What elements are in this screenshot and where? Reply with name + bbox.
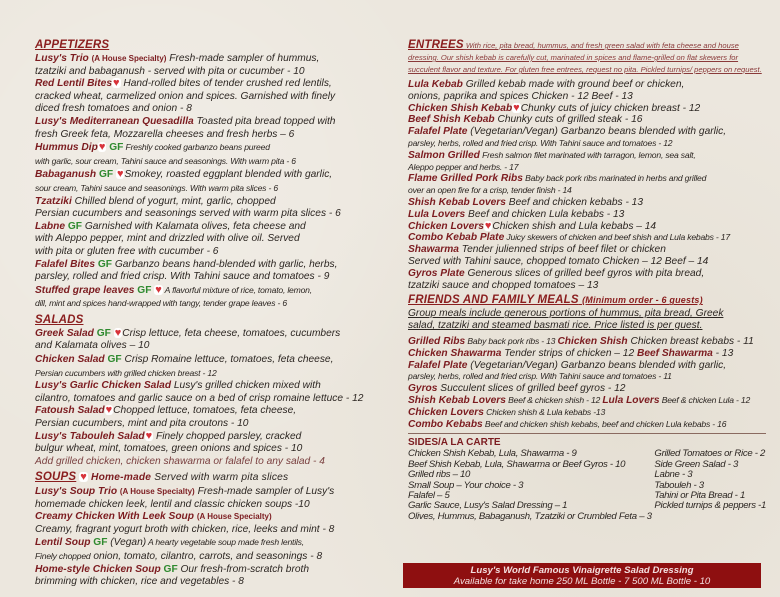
item-description: Crisp Romaine lettuce, tomatoes, feta cheese, [121, 354, 334, 366]
heart-icon: ♥ [112, 77, 120, 90]
side-item: Pickled turnips & peppers -1 [654, 500, 766, 512]
menu-item [408, 126, 766, 150]
item-name: Falafel Plate [408, 359, 468, 371]
item-name: Grilled Ribs [408, 335, 466, 347]
menu-item [408, 79, 766, 103]
side-item: Olives, Hummus, Babaganush, Tzatziki or Crumbled Feta – 3 [408, 510, 652, 522]
item-description: parsley, herbs, rolled and fried crisp. With Tahini sauce and tomatoes - 12 [408, 137, 673, 148]
menu-item [35, 353, 403, 380]
menu-item [408, 383, 766, 395]
section-heading-appetizers [35, 38, 403, 52]
item-name: Lusy's Trio [35, 53, 92, 64]
item-description: Creamy, fragrant yogurt broth with chicken, rice, leeks and mint - 8 [35, 523, 335, 535]
item-description: Our fresh-from-scratch broth brimming with chicken, rice and vegetables - 8 [35, 563, 310, 588]
item-description: (Vegetarian/Vegan) Garbanzo beans blended with garlic, [467, 126, 727, 138]
item-name: Babaganush [35, 169, 97, 181]
banner-title: Lusy's World Famous Vinaigrette Salad Dressing [470, 565, 694, 576]
item-description: Hand-rolled bites of tender crushed red lentils, cracked wheat, carmelized onion and spices. Garnished with finely diced fresh tomatoes and onion - 8 [35, 78, 336, 115]
gf-badge: GF [104, 354, 122, 366]
item-description: Chunky cuts of juicy chicken breast - 12 [520, 102, 701, 114]
section-subtitle [76, 472, 288, 483]
item-description: Garnished with Kalamata olives, feta cheese and with Aleppo pepper, mint and drizzled with olive oil. Served with pita or gluten free with cucumber - 6 [35, 220, 306, 257]
menu-item [35, 259, 403, 284]
item-name: Lentil Soup [35, 537, 91, 549]
item-name: Greek Salad [35, 327, 94, 339]
heart-icon: ♥ [114, 326, 122, 339]
section-heading-salads [35, 313, 403, 327]
heart-icon: ♥ [145, 429, 153, 442]
section-heading-entrees: ENTREES [408, 39, 464, 51]
family-minimum-note: (Minimum order - 6 guests) [582, 295, 703, 306]
gf-badge: GF [65, 220, 82, 232]
section-heading-sides: SIDES/A LA CARTE [408, 437, 501, 449]
menu-item [408, 150, 766, 174]
item-name: Shawarma [408, 244, 459, 256]
addon-note: Add grilled chicken, chicken shawarma or falafel to any salad - 4 [35, 455, 325, 467]
item-name: Fatoush Salad [35, 405, 105, 417]
item-description: Baby back pork ribs - 13 [465, 335, 558, 346]
heart-icon: ♥ [155, 283, 162, 296]
item-name: Salmon Grilled [408, 149, 480, 161]
item-name: Red Lentil Bites [35, 78, 112, 90]
heart-icon: ♥ [484, 219, 492, 232]
item-description: A flavorful mixture of rice, tomato, lemon, dill, mint and spices hand-wrapped with tangy, tender grape leaves - 6 [35, 284, 312, 309]
item-name: Lusy's Tabouleh Salad [35, 430, 145, 442]
section-title: APPETIZERS [35, 39, 110, 51]
item-description: Crisp lettuce, feta cheese, tomatoes, cucumbers and Kalamata olives – 10 [35, 327, 341, 352]
menu-item [35, 53, 403, 78]
gf-badge: GF [93, 327, 114, 339]
item-description: Succulent slices of grilled beef gyros - 12 [437, 383, 626, 395]
item-name: Lula Lovers [408, 208, 466, 220]
heart-icon: ♥ [98, 141, 106, 154]
menu-item [408, 268, 766, 292]
item-description: Chunky cuts of grilled steak - 16 [494, 114, 643, 126]
item-description: Lusy's grilled chicken mixed with cilantro, tomatoes and garlic sauce on a bed of crisp romaine lettuce - 12 [35, 380, 364, 404]
side-item: Grilled ribs – 10 [408, 469, 471, 481]
item-description: Beef & chicken Lula - 12 [659, 394, 751, 405]
item-description: Fresh-made sampler of hummus, tzatziki and babaganush - served with pita or cucumber - 10 [35, 53, 320, 77]
item-name: Lusy's Garlic Chicken Salad [35, 380, 172, 392]
item-description: Chicken shish and Lula kebabs – 14 [492, 220, 657, 232]
menu-item [408, 244, 766, 268]
item-description: Grilled kebab made with ground beef or chicken, onions, paprika and spices Chicken - 12 Beef - 13 [408, 79, 685, 102]
menu-item [35, 431, 403, 456]
family-list [408, 336, 766, 430]
item-name: Chicken Shish [557, 335, 628, 347]
item-description: Beef and chicken shish kebabs, beef and chicken Lula kebabs - 16 [482, 418, 727, 429]
menu-item [408, 336, 766, 348]
item-description: (Vegetarian/Vegan) Garbanzo beans blended with garlic, [467, 359, 727, 371]
item-description: Chopped lettuce, tomatoes, feta cheese, Persian cucumbers, mint and pita croutons - 10 [35, 405, 297, 430]
menu-item [408, 197, 766, 209]
menu-item [408, 360, 766, 384]
banner-line: Available for take home 250 ML Bottle - 7 500 ML Bottle - 10 [453, 576, 711, 587]
menu-item [408, 173, 766, 197]
menu-item [408, 209, 766, 221]
item-description: Garbanzo beans hand-blended with garlic, herbs, parsley, rolled and fried crisp. With Tahini sauce and tomatoes - 9 [35, 258, 338, 283]
item-description: Freshly cooked garbanzo beans pureed with garlic, sour cream, Tahini sauce and seasonings. With warm pita - 6 [35, 142, 296, 166]
gf-badge: GF [95, 258, 113, 270]
item-description: (Vegan) [107, 537, 147, 549]
menu-item [35, 78, 403, 116]
menu-item [35, 221, 403, 259]
menu-item [408, 348, 766, 360]
section-heading-soups [35, 470, 403, 485]
menu-item [35, 116, 403, 141]
menu-item [408, 114, 766, 126]
side-item: Tabouleh - 3 [654, 479, 704, 491]
heart-icon: ♥ [116, 168, 124, 181]
gf-badge: GF [96, 169, 116, 181]
item-description: Tender strips of chicken – 12 [501, 347, 637, 359]
entrees-intro [408, 38, 766, 76]
item-description: Baby back pork ribs marinated in herbs and grilled over an open fire for a crisp, tender finish - 14 [408, 173, 707, 196]
side-item: Side Green Salad - 3 [654, 458, 739, 470]
item-description: Tender julienned strips of beef filet or chicken Served with Tahini sauce, chopped tomato Chicken – 12 Beef – 14 [408, 244, 709, 267]
item-name: Labne [35, 220, 66, 232]
heart-icon: ♥ [513, 101, 520, 114]
item-name: Hummus Dip [35, 142, 98, 154]
item-name: Lula Lovers [602, 394, 660, 406]
menu-item [408, 232, 766, 244]
item-description: Fresh-made sampler of Lusy's homemade chicken leek, lentil and classic chicken soups -10 [35, 486, 335, 510]
item-name: Falafel Bites [35, 258, 96, 270]
item-name: Gyros [408, 383, 438, 395]
item-name: Home-style Chicken Soup [35, 563, 161, 575]
side-item: Garlic Sauce, Lusy's Salad Dressing – 1 [408, 500, 568, 512]
item-name: Falafel Plate [408, 126, 468, 138]
item-description: sour cream, Tahini sauce and seasonings. With warm pita slices - 6 [35, 182, 278, 193]
item-name: Shish Kebab Lovers [408, 196, 506, 208]
section-title: SALADS [35, 313, 84, 326]
item-description: parsley, herbs, rolled and fried crisp. With Tahini sauce and tomatoes - 11 [408, 371, 672, 382]
item-name: Beef Shawarma [636, 347, 713, 359]
side-item: Labne - 3 [654, 469, 693, 481]
item-description: Chicken shish & Lula kebabs -13 [483, 406, 606, 417]
side-item: Falafel – 5 [408, 489, 450, 501]
gf-badge: GF [90, 537, 108, 549]
item-description: Served with warm pita slices [151, 472, 289, 484]
item-description: A hearty vegetable soup made fresh lentils, Finely chopped [35, 537, 304, 561]
specialty-note: (A House Specialty) [119, 487, 195, 496]
item-description: Chicken breast kebabs - 11 [627, 335, 754, 347]
menu-item [408, 407, 766, 419]
item-description: Beef & chicken shish - 12 [505, 394, 603, 405]
gf-badge: GF [106, 142, 124, 154]
item-name: Combo Kebabs [408, 418, 483, 430]
item-name: Flame Grilled Pork Ribs [408, 173, 523, 185]
item-name: Shish Kebab Lovers [408, 394, 506, 406]
item-description: Persian cucumbers with grilled chicken breast - 12 [35, 367, 217, 378]
menu-item [408, 221, 766, 233]
item-name: Gyros Plate [408, 267, 465, 279]
sides-list [408, 449, 766, 511]
specialty-note: (A House Specialty) [196, 512, 272, 522]
item-description: Smokey, roasted eggplant blended with garlic, [124, 169, 333, 181]
menu-item [35, 564, 403, 589]
item-description: Juicy skewers of chicken and beef shish and Lula kebabs - 17 [504, 232, 730, 243]
specialty-note: (A House Specialty) [91, 54, 167, 63]
menu-item [35, 168, 403, 195]
item-description: Toasted pita bread topped with fresh Greek feta, Mozzarella cheeses and fresh herbs – 6 [35, 115, 336, 140]
entrees-intro-text: With rice, pita bread, hummus, and fresh green salad with feta cheese and house dressing. Our shish kebab is carefully cut, marinated in spices and flame-grilled on flat skewers for succulent flavor and texture. For gluten free entrees, request no pita. Pickled turnips/ peppers on request. [408, 41, 762, 74]
item-name: Tzatziki [35, 195, 72, 207]
menu-item [35, 380, 403, 405]
item-name: Chicken Lovers [408, 406, 484, 418]
entree-list [408, 79, 766, 291]
side-item: Small Soup – Your choice - 3 [408, 479, 524, 491]
menu-item [35, 456, 403, 469]
menu-item [35, 141, 403, 168]
item-name: Lusy's Mediterranean Quesadilla [35, 115, 194, 127]
menu-item [35, 405, 403, 430]
item-description: - 13 [712, 347, 734, 359]
heart-icon: ♥ [80, 471, 88, 484]
divider [408, 433, 766, 434]
item-name: Combo Kebab Plate [408, 232, 505, 244]
side-item: Chicken Shish Kebab, Lula, Shawarma - 9 [408, 448, 577, 460]
dressing-banner [403, 563, 761, 588]
item-description: Chilled blend of yogurt, mint, garlic, chopped Persian cucumbers and seasonings served with warm pita slices - 6 [35, 195, 341, 220]
menu-item [408, 395, 766, 407]
menu-item [35, 284, 403, 311]
item-name: Home-made [88, 472, 152, 484]
side-item: Tahini or Pita Bread - 1 [654, 489, 745, 501]
item-name: Creamy Chicken With Leek Soup [35, 511, 197, 523]
item-description: Finely chopped parsley, cracked bulgur wheat, mint, tomatoes, green onions and spices - 10 [35, 430, 303, 455]
section-title: SOUPS [35, 471, 77, 484]
item-description: Generous slices of grilled beef gyros with pita bread, tzatziki sauce and chopped tomatoes – 13 [408, 267, 705, 291]
menu-item [408, 419, 766, 431]
item-description: Beef and chicken Lula kebabs - 13 [465, 208, 625, 220]
item-name: Chicken Lovers [408, 220, 484, 232]
item-name: Lusy's Soup Trio [35, 486, 120, 497]
menu-item [35, 536, 403, 563]
side-item: Beef Shish Kebab, Lula, Shawarma or Beef Gyros - 10 [408, 458, 626, 470]
item-description: Fresh salmon filet marinated with tarragon, lemon, sea salt, Aleppo pepper and herbs. - 17 [408, 149, 696, 172]
left-column [35, 36, 403, 589]
item-name: Chicken Shish Kebab [408, 102, 513, 114]
menu-item [35, 328, 403, 353]
item-name: Stuffed grape leaves [35, 284, 135, 296]
right-column [408, 38, 766, 522]
family-heading-text: FRIENDS AND FAMILY MEALS [408, 294, 579, 307]
section-heading-family [408, 293, 766, 307]
menu-item [35, 511, 403, 536]
item-description: onion, tomato, cilantro, carrots, and seasonings - 8 [90, 550, 323, 562]
item-name: Chicken Salad [35, 354, 105, 366]
family-intro: Group meals include generous portions of hummus, pita bread, Greek salad, tzatziki and steamed basmati rice. Price listed is per guest. [408, 308, 724, 332]
item-description: Beef and chicken kebabs - 13 [505, 196, 644, 208]
menu-item [408, 103, 766, 115]
heart-icon: ♥ [105, 404, 113, 417]
menu-item [35, 486, 403, 511]
item-name: Beef Shish Kebab [408, 114, 495, 126]
item-name: Chicken Shawarma [408, 347, 502, 359]
item-name: Lula Kebab [408, 79, 463, 90]
menu-item [35, 196, 403, 221]
gf-badge: GF [160, 563, 178, 575]
gf-badge: GF [134, 284, 155, 296]
side-item: Grilled Tomatoes or Rice - 2 [654, 448, 766, 460]
